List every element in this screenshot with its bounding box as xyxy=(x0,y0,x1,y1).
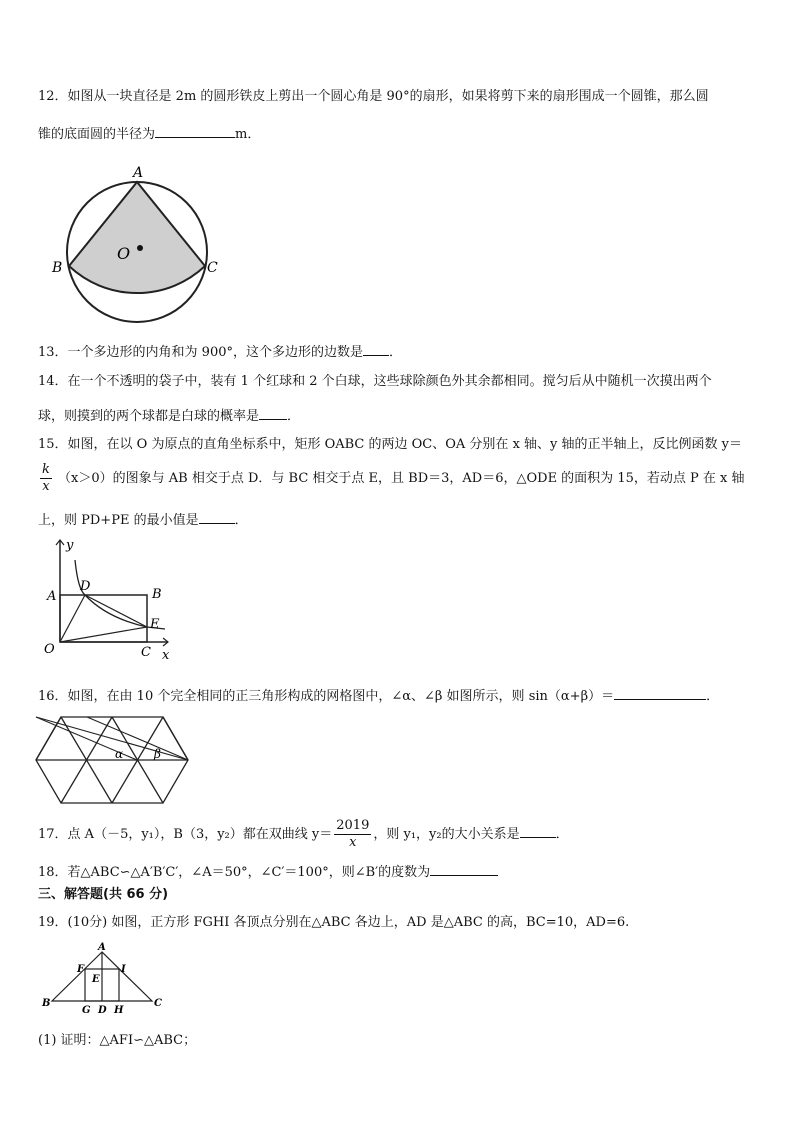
q12-line2-post: m． xyxy=(235,127,261,142)
q19-line: 19．(10分) 如图，正方形 FGHI 各顶点分别在△ABC 各边上，AD 是△ABC 的高，BC=10，AD=6. xyxy=(38,915,630,930)
q13-line xyxy=(38,342,402,362)
label-A: A xyxy=(47,589,57,604)
segment-OD xyxy=(60,595,85,642)
label-F: F xyxy=(77,964,85,975)
label-A: A xyxy=(133,165,144,181)
center-dot xyxy=(137,245,143,251)
q16-figure xyxy=(36,715,196,807)
section3-title: 三、解答题(共 66 分) xyxy=(38,887,169,902)
diag-line-long xyxy=(36,717,188,760)
q17-frac-num: 2019 xyxy=(336,818,370,833)
q18-line xyxy=(38,862,498,882)
label-y: y xyxy=(66,538,74,553)
q18-answer-blank[interactable] xyxy=(430,862,498,876)
q15-fraction xyxy=(40,462,52,495)
q17-post: ，则 y₁，y₂的大小关系是 xyxy=(373,827,520,842)
q12-line2-pre: 锥的底面圆的半径为 xyxy=(38,127,156,142)
q17-answer-blank[interactable] xyxy=(520,824,556,838)
q14-line2-text: 球，则摸到的两个球都是白球的概率是 xyxy=(38,409,260,424)
label-I: I xyxy=(121,964,126,975)
segment-OE xyxy=(60,627,147,642)
label-C: C xyxy=(141,645,151,660)
q19-figure xyxy=(40,940,165,1018)
q17-line xyxy=(38,818,569,852)
q16-line xyxy=(38,686,719,706)
q14-answer-blank[interactable] xyxy=(259,406,287,420)
q15-line2-text: （x＞0）的图象与 AB 相交于点 D．与 BC 相交于点 E，且 BD＝3，AD＝6，△ODE 的面积为 15，若动点 P 在 x 轴 xyxy=(58,471,745,486)
q15-figure xyxy=(40,535,190,665)
label-E: E xyxy=(92,974,100,985)
label-H: H xyxy=(114,1005,124,1016)
label-B: B xyxy=(152,587,162,602)
q15-line2 xyxy=(38,462,744,495)
q15-frac-den: x xyxy=(42,479,50,494)
q15-line3-text: 上，则 PD+PE 的最小值是 xyxy=(38,513,199,528)
label-C: C xyxy=(154,998,162,1009)
q17-frac-den: x xyxy=(349,835,357,850)
q16-answer-blank[interactable] xyxy=(614,686,706,700)
q12-figure xyxy=(40,160,240,325)
label-D: D xyxy=(80,579,91,594)
label-O: O xyxy=(44,642,55,657)
q15-line3 xyxy=(38,510,248,530)
sector-shape xyxy=(69,182,205,293)
label-alpha: α xyxy=(115,747,124,761)
segment-DE xyxy=(85,595,147,627)
q16-text: 16．如图，在由 10 个完全相同的正三角形构成的网格图中，∠α、∠β 如图所示，则 sin（α+β）＝ xyxy=(38,689,615,704)
q17-fraction xyxy=(334,818,371,851)
q17-end: ． xyxy=(555,827,569,842)
q15-frac-num: k xyxy=(42,462,50,477)
q12-answer-blank[interactable] xyxy=(155,124,235,138)
label-beta: β xyxy=(154,747,161,761)
label-E: E xyxy=(150,617,160,632)
q14-line2 xyxy=(38,406,300,426)
q14-end: ． xyxy=(287,409,301,424)
label-G: G xyxy=(82,1005,91,1016)
label-x: x xyxy=(162,648,170,663)
q13-end: ． xyxy=(389,345,403,360)
q19-sub1: (1) 证明：△AFI∽△ABC； xyxy=(38,1033,197,1048)
diag-line-beta xyxy=(87,717,188,760)
q15-answer-blank[interactable] xyxy=(199,510,235,524)
q17-pre: 17．点 A（－5，y₁），B（3，y₂）都在双曲线 y＝ xyxy=(38,827,333,842)
q14-line1: 14．在一个不透明的袋子中，装有 1 个红球和 2 个白球，这些球除颜色外其余都相同。搅匀后从中随机一次摸出两个 xyxy=(38,374,712,389)
q16-end: ． xyxy=(706,689,720,704)
q15-line1: 15．如图，在以 O 为原点的直角坐标系中，矩形 OABC 的两边 OC、OA 分别在 x 轴、y 轴的正半轴上，反比例函数 y＝ xyxy=(38,437,742,452)
label-O: O xyxy=(117,244,131,263)
q12-line2 xyxy=(38,124,260,144)
q13-text: 13．一个多边形的内角和为 900°，这个多边形的边数是 xyxy=(38,345,363,360)
q13-answer-blank[interactable] xyxy=(363,342,389,356)
label-C: C xyxy=(207,260,218,276)
label-B: B xyxy=(42,998,51,1009)
label-A: A xyxy=(98,942,106,953)
label-D: D xyxy=(98,1005,107,1016)
q15-end: ． xyxy=(234,513,248,528)
q12-line1: 12．如图从一块直径是 2m 的圆形铁皮上剪出一个圆心角是 90°的扇形，如果将剪下来的扇形围成一个圆锥，那么圆 xyxy=(38,89,709,104)
q18-text: 18．若△ABC∽△A′B′C′，∠A＝50°，∠C′＝100°，则∠B′的度数为 xyxy=(38,865,431,880)
label-B: B xyxy=(52,260,63,276)
